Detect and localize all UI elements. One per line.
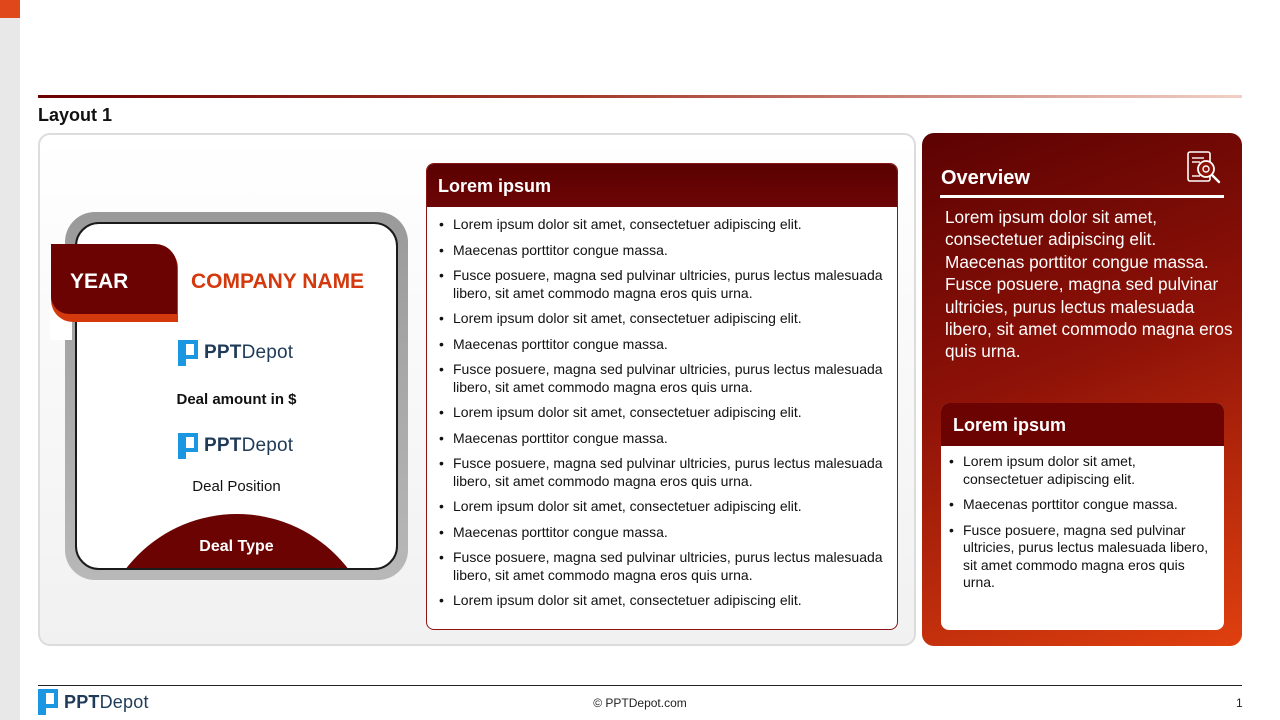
deal-type-label: Deal Type — [199, 538, 274, 555]
logo-ppt-text: PPT — [204, 342, 242, 363]
page-number: 1 — [1236, 696, 1243, 710]
list-item: • Fusce posuere, magna sed pulvinar ultricies, purus lectus malesuada libero, sit amet commodo magna eros quis urna. — [439, 361, 883, 396]
overview-lorem-box — [941, 403, 1224, 630]
logo-depot-text: Depot — [99, 691, 149, 712]
left-side-strip — [0, 0, 20, 720]
overview-bullet-list — [941, 446, 1224, 592]
company-name: COMPANY NAME — [191, 270, 365, 293]
overview-box-title: Lorem ipsum — [941, 403, 1224, 446]
footer-copyright: © PPTDepot.com — [593, 696, 687, 710]
list-item: • Maecenas porttitor congue massa. — [439, 430, 883, 448]
list-item: • Fusce posuere, magna sed pulvinar ultricies, purus lectus malesuada libero, sit amet commodo magna eros quis urna. — [439, 267, 883, 302]
list-item: • Lorem ipsum dolor sit amet, consectetuer adipiscing elit. — [439, 216, 883, 234]
header-rule — [38, 95, 1242, 98]
logo-depot-text: Depot — [241, 435, 294, 456]
left-accent-block — [0, 0, 20, 18]
deal-amount-label: Deal amount in $ — [176, 391, 297, 408]
footer-rule — [38, 685, 1242, 686]
list-item: • Lorem ipsum dolor sit amet, consectetuer adipiscing elit. — [439, 310, 883, 328]
overview-rule — [940, 195, 1224, 198]
list-item: • Maecenas porttitor congue massa. — [439, 524, 883, 542]
logo-depot-text: Depot — [241, 342, 294, 363]
pptdepot-logo-icon — [178, 433, 198, 459]
deal-position-label: Deal Position — [192, 478, 281, 495]
list-item: • Fusce posuere, magna sed pulvinar ultricies, purus lectus malesuada libero, sit amet commodo magna eros quis urna. — [439, 549, 883, 584]
lorem-ipsum-title: Lorem ipsum — [427, 164, 897, 207]
list-item: • Maecenas porttitor congue massa. — [439, 336, 883, 354]
list-item: • Fusce posuere, magna sed pulvinar ultricies, purus lectus malesuada libero, sit amet commodo magna eros quis urna. — [949, 522, 1214, 592]
pptdepot-logo — [178, 340, 293, 366]
list-item: • Maecenas porttitor congue massa. — [439, 242, 883, 260]
overview-title: Overview — [941, 167, 1030, 189]
overview-text: Lorem ipsum dolor sit amet, consectetuer adipiscing elit. Maecenas porttitor congue massa. Fusce posuere, magna sed pulvinar ultricies, purus lectus malesuada libero, sit amet commodo magna eros quis urna. — [945, 207, 1233, 362]
list-item: • Fusce posuere, magna sed pulvinar ultricies, purus lectus malesuada libero, sit amet commodo magna eros quis urna. — [439, 455, 883, 490]
logo-ppt-text: PPT — [204, 435, 242, 456]
logo-ppt-text: PPT — [64, 691, 100, 712]
bullet-list — [427, 207, 897, 610]
year-label: YEAR — [70, 270, 129, 293]
page-title: Layout 1 — [38, 105, 113, 125]
pptdepot-logo-icon — [178, 340, 198, 366]
list-item: • Lorem ipsum dolor sit amet, consectetuer adipiscing elit. — [439, 404, 883, 422]
list-item: • Lorem ipsum dolor sit amet, consectetuer adipiscing elit. — [949, 453, 1214, 488]
document-search-icon — [1186, 149, 1222, 187]
list-item: • Lorem ipsum dolor sit amet, consectetuer adipiscing elit. — [439, 498, 883, 516]
list-item: • Maecenas porttitor congue massa. — [949, 496, 1214, 514]
lorem-ipsum-box — [426, 163, 898, 630]
pptdepot-logo — [178, 433, 293, 459]
overview-panel — [922, 133, 1242, 646]
list-item: • Lorem ipsum dolor sit amet, consectetuer adipiscing elit. — [439, 592, 883, 610]
